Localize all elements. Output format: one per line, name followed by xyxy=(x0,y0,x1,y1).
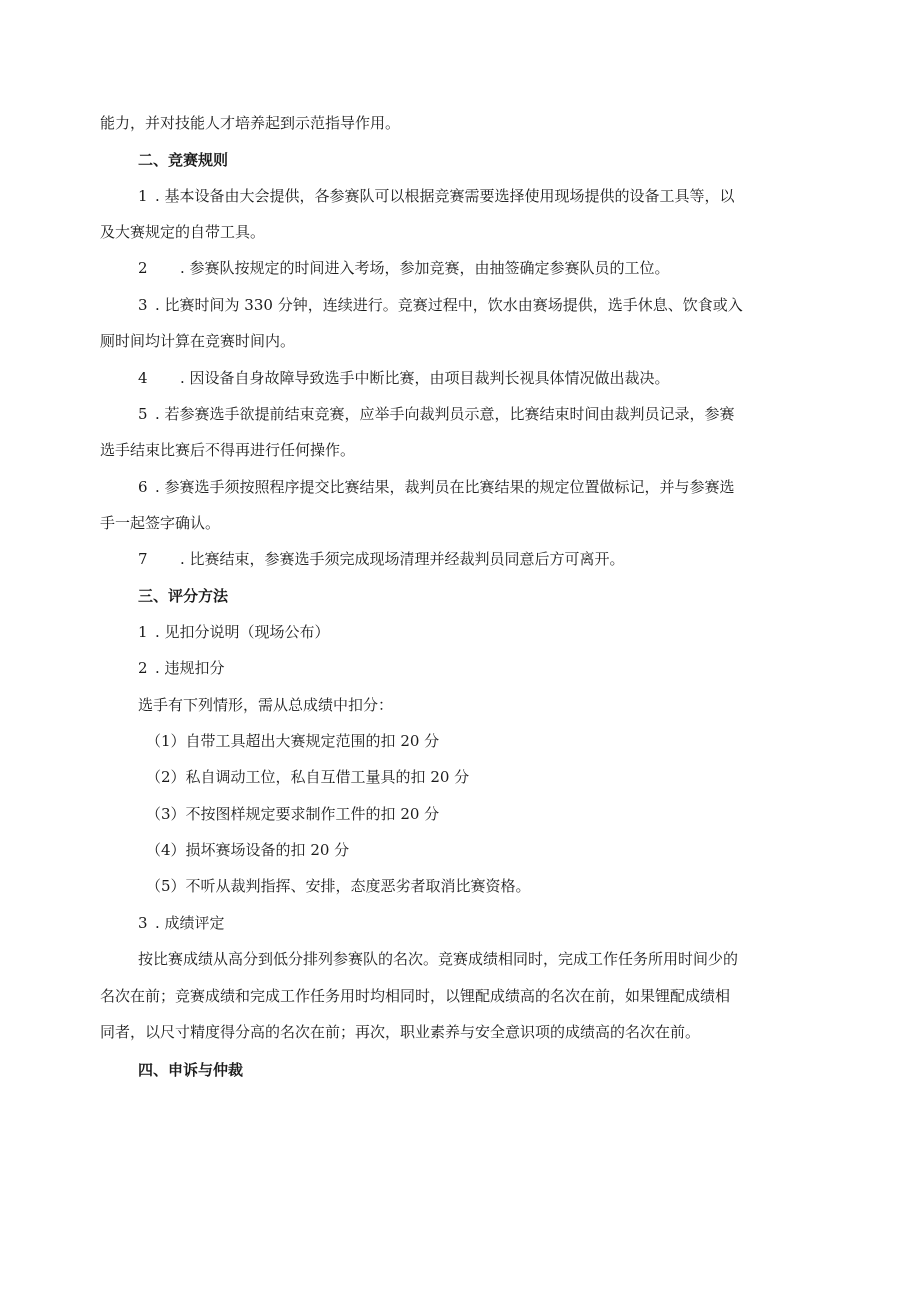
rule-text: . 基本设备由大会提供，各参赛队可以根据竞赛需要选择使用现场提供的设备工具等，以 xyxy=(155,187,735,205)
scoring-item-text: . 违规扣分 xyxy=(155,659,225,677)
rule-number: 4 xyxy=(138,369,148,387)
penalty-item: （3）不按图样规定要求制作工件的扣 20 分 xyxy=(146,805,440,823)
scoring-item-text: . 见扣分说明（现场公布） xyxy=(155,623,330,641)
scoring-item-text: . 成绩评定 xyxy=(155,914,225,932)
rule-text: . 若参赛选手欲提前结束竞赛，应举手向裁判员示意，比赛结束时间由裁判员记录，参赛 xyxy=(155,405,735,423)
section-heading-appeal: 四、申诉与仲裁 xyxy=(138,1061,244,1079)
intro-tail: 能力，并对技能人才培养起到示范指导作用。 xyxy=(100,114,401,132)
rule-number: 3 xyxy=(138,296,148,314)
penalty-intro: 选手有下列情形，需从总成绩中扣分： xyxy=(138,696,394,714)
rule-text: . 参赛队按规定的时间进入考场，参加竞赛，由抽签确定参赛队员的工位。 xyxy=(180,259,670,277)
scoring-item-number: 2 xyxy=(138,659,148,677)
rule-text-cont: 及大赛规定的自带工具。 xyxy=(100,223,266,241)
penalty-item: （4）损坏赛场设备的扣 20 分 xyxy=(146,841,350,859)
penalty-item: （5）不听从裁判指挥、安排，态度恶劣者取消比赛资格。 xyxy=(146,877,531,895)
rule-text: . 比赛结束，参赛选手须完成现场清理并经裁判员同意后方可离开。 xyxy=(180,550,625,568)
section-heading-rules: 二、竞赛规则 xyxy=(138,151,229,169)
penalty-item: （1）自带工具超出大赛规定范围的扣 20 分 xyxy=(146,732,440,750)
rule-number: 1 xyxy=(138,187,148,205)
rule-number: 5 xyxy=(138,405,148,423)
rule-text-cont: 手一起签字确认。 xyxy=(100,514,221,532)
scoring-item-number: 3 xyxy=(138,914,148,932)
rule-text: . 比赛时间为 330 分钟，连续进行。竞赛过程中，饮水由赛场提供，选手休息、饮食或入 xyxy=(155,296,743,314)
ranking-paragraph-line: 同者，以尺寸精度得分高的名次在前；再次，职业素养与安全意识项的成绩高的名次在前。 xyxy=(100,1023,701,1041)
rule-text-cont: 厕时间均计算在竞赛时间内。 xyxy=(100,332,296,350)
rule-text-cont: 选手结束比赛后不得再进行任何操作。 xyxy=(100,441,356,459)
ranking-paragraph-line: 名次在前；竞赛成绩和完成工作任务用时均相同时，以锂配成绩高的名次在前，如果锂配成绩相 xyxy=(100,987,731,1005)
ranking-paragraph-line: 按比赛成绩从高分到低分排列参赛队的名次。竞赛成绩相同时，完成工作任务所用时间少的 xyxy=(138,950,739,968)
rule-number: 6 xyxy=(138,478,148,496)
penalty-item: （2）私自调动工位，私自互借工量具的扣 20 分 xyxy=(146,768,470,786)
scoring-item-number: 1 xyxy=(138,623,148,641)
rule-number: 7 xyxy=(138,550,148,568)
rule-text: . 参赛选手须按照程序提交比赛结果，裁判员在比赛结果的规定位置做标记，并与参赛选 xyxy=(155,478,735,496)
rule-text: . 因设备自身故障导致选手中断比赛，由项目裁判长视具体情况做出裁决。 xyxy=(180,369,670,387)
rule-number: 2 xyxy=(138,259,148,277)
section-heading-scoring: 三、评分方法 xyxy=(138,587,229,605)
